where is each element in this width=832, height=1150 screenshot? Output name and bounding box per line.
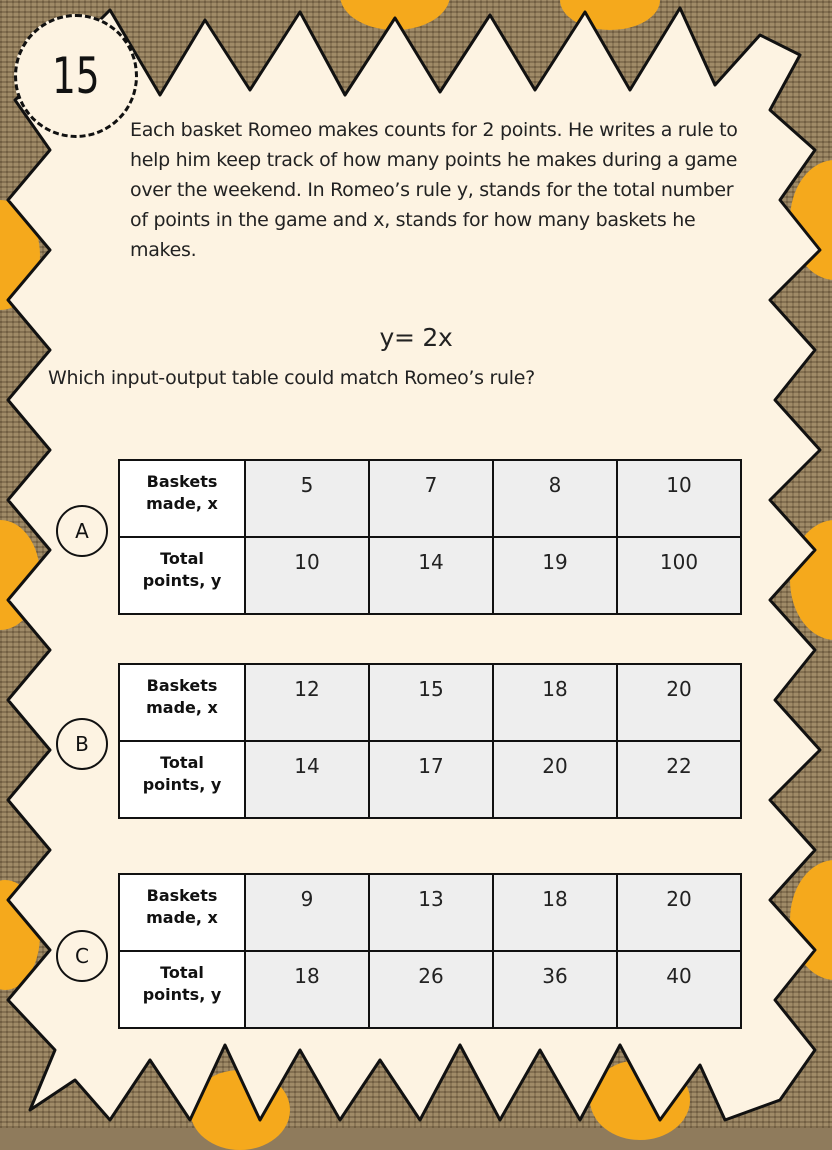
header-line: made, x — [146, 494, 218, 514]
table-cell: 14 — [369, 537, 493, 614]
row-header — [119, 951, 245, 1028]
rule-equation: y= 2x — [379, 323, 453, 352]
table-cell: 18 — [493, 664, 617, 741]
row-header — [119, 664, 245, 741]
table-cell: 9 — [245, 874, 369, 951]
question-text: Each basket Romeo makes counts for 2 points. He writes a rule to help him keep track of how many points he makes during a game over the weekend. In Romeo’s rule y, stands for the total number of points in the game and x, stands for how many baskets he makes. — [130, 119, 738, 262]
row-header — [119, 537, 245, 614]
row-header — [119, 874, 245, 951]
header-line: made, x — [146, 698, 218, 718]
header-line: points, y — [142, 571, 222, 591]
header-line: Baskets — [146, 886, 218, 905]
header-line: Total — [160, 963, 204, 982]
header-line: points, y — [142, 775, 222, 795]
table-row — [119, 741, 741, 818]
table-row — [119, 664, 741, 741]
table-cell: 26 — [369, 951, 493, 1028]
table-cell: 13 — [369, 874, 493, 951]
table-row — [119, 460, 741, 537]
table-cell: 40 — [617, 951, 741, 1028]
table-row — [119, 874, 741, 951]
table-cell: 20 — [493, 741, 617, 818]
table-cell: 100 — [617, 537, 741, 614]
table-row — [119, 537, 741, 614]
header-line: Total — [160, 753, 204, 772]
header-line: Baskets — [146, 472, 218, 491]
table-cell: 20 — [617, 664, 741, 741]
table-cell: 15 — [369, 664, 493, 741]
table-cell: 7 — [369, 460, 493, 537]
header-line: points, y — [142, 985, 222, 1005]
option-b-table — [118, 663, 742, 819]
table-cell: 18 — [493, 874, 617, 951]
option-b-marker[interactable] — [56, 718, 108, 770]
row-header — [119, 741, 245, 818]
option-b-letter: B — [75, 732, 89, 756]
table-cell: 36 — [493, 951, 617, 1028]
option-c-letter: C — [75, 944, 89, 968]
table-cell: 19 — [493, 537, 617, 614]
table-cell: 10 — [245, 537, 369, 614]
question-number-badge — [14, 14, 138, 138]
table-cell: 8 — [493, 460, 617, 537]
table-cell: 14 — [245, 741, 369, 818]
header-line: made, x — [146, 908, 218, 928]
table-cell: 17 — [369, 741, 493, 818]
option-a-marker[interactable] — [56, 505, 108, 557]
option-c-marker[interactable] — [56, 930, 108, 982]
option-a-letter: A — [75, 519, 89, 543]
option-c-table — [118, 873, 742, 1029]
table-cell: 22 — [617, 741, 741, 818]
table-cell: 12 — [245, 664, 369, 741]
row-header — [119, 460, 245, 537]
table-cell: 5 — [245, 460, 369, 537]
header-line: Baskets — [146, 676, 218, 695]
table-row — [119, 951, 741, 1028]
table-cell: 10 — [617, 460, 741, 537]
table-cell: 20 — [617, 874, 741, 951]
table-cell: 18 — [245, 951, 369, 1028]
header-line: Total — [160, 549, 204, 568]
question-number: 15 — [52, 47, 100, 105]
option-a-table — [118, 459, 742, 615]
question-prompt: Which input-output table could match Romeo’s rule? — [48, 367, 535, 389]
